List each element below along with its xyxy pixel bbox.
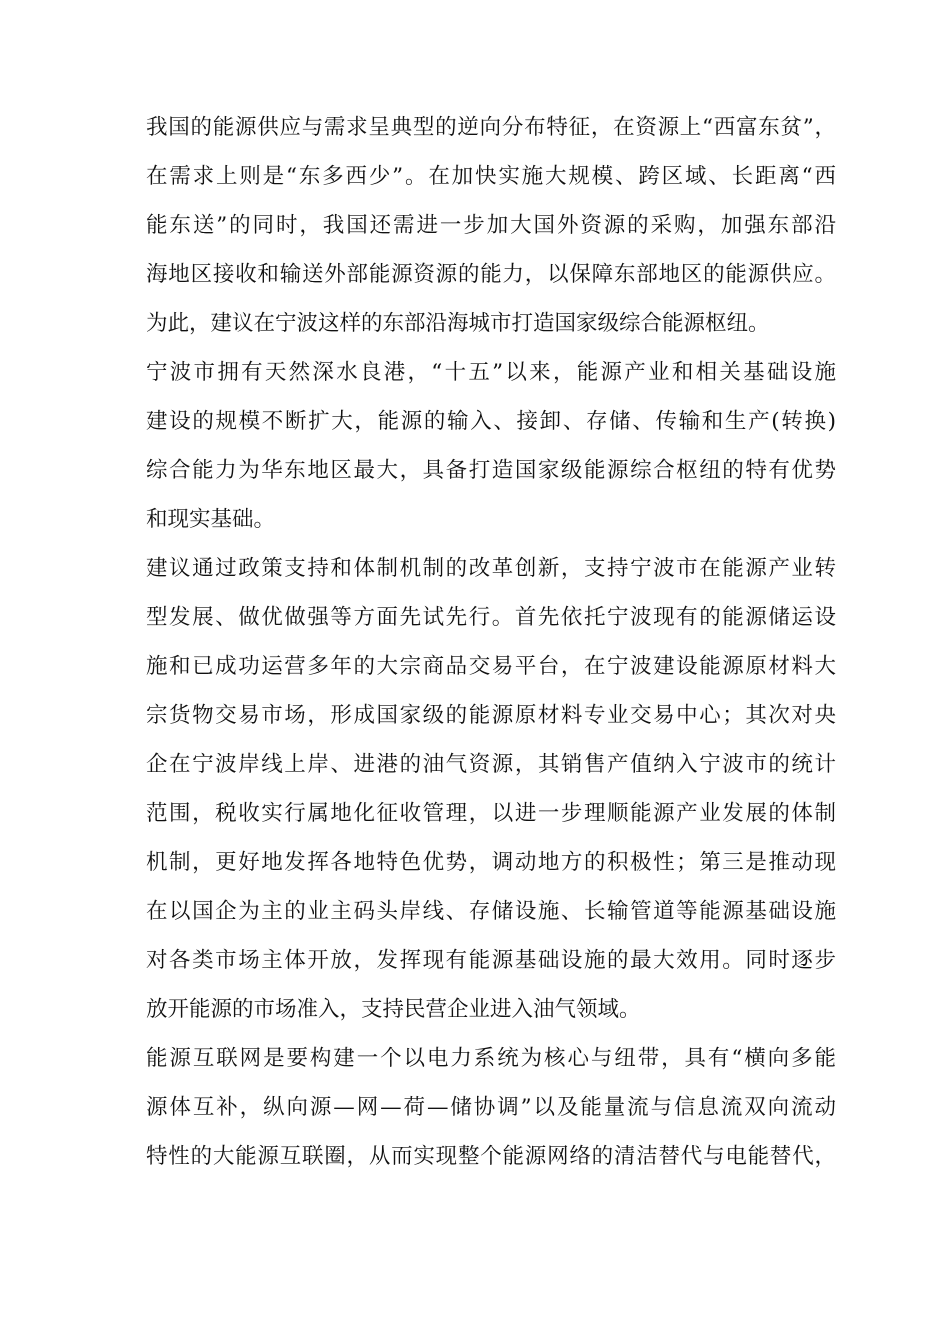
paragraph-energy-distribution bbox=[146, 103, 836, 348]
text-line: 能源互联网是要构建一个以电力系统为核心与纽带，具有“横向多能 bbox=[146, 1046, 836, 1071]
text-line: 我国的能源供应与需求呈典型的逆向分布特征，在资源上“西富东贫”， bbox=[146, 115, 836, 140]
paragraph-energy-internet bbox=[146, 1034, 836, 1181]
text-line: 海地区接收和输送外部能源资源的能力，以保障东部地区的能源供应。 bbox=[146, 262, 836, 287]
text-line: 能东送”的同时，我国还需进一步加大国外资源的采购，加强东部沿 bbox=[146, 213, 836, 238]
paragraph-ningbo-port bbox=[146, 348, 836, 544]
text-line: 在以国企为主的业主码头岸线、存储设施、长输管道等能源基础设施 bbox=[146, 899, 836, 924]
text-line: 在需求上则是“东多西少”。在加快实施大规模、跨区域、长距离“西 bbox=[146, 164, 836, 189]
text-line: 建设的规模不断扩大，能源的输入、接卸、存储、传输和生产(转换) bbox=[146, 409, 836, 434]
text-line: 宗货物交易市场，形成国家级的能源原材料专业交易中心；其次对央 bbox=[146, 703, 836, 728]
text-line: 为此，建议在宁波这样的东部沿海城市打造国家级综合能源枢纽。 bbox=[146, 311, 770, 336]
text-line: 综合能力为华东地区最大，具备打造国家级能源综合枢纽的特有优势 bbox=[146, 458, 836, 483]
paragraph-policy-proposal bbox=[146, 544, 836, 1034]
text-line: 特性的大能源互联圈，从而实现整个能源网络的清洁替代与电能替代， bbox=[146, 1144, 836, 1169]
text-line: 型发展、做优做强等方面先试先行。首先依托宁波现有的能源储运设 bbox=[146, 605, 836, 630]
text-line: 宁波市拥有天然深水良港，“十五”以来，能源产业和相关基础设施 bbox=[146, 360, 836, 385]
text-line: 源体互补，纵向源—网—荷—储协调”以及能量流与信息流双向流动 bbox=[146, 1095, 836, 1120]
text-line: 机制，更好地发挥各地特色优势，调动地方的积极性；第三是推动现 bbox=[146, 850, 836, 875]
text-line: 对各类市场主体开放，发挥现有能源基础设施的最大效用。同时逐步 bbox=[146, 948, 836, 973]
text-line: 施和已成功运营多年的大宗商品交易平台，在宁波建设能源原材料大 bbox=[146, 654, 836, 679]
text-line: 企在宁波岸线上岸、进港的油气资源，其销售产值纳入宁波市的统计 bbox=[146, 752, 836, 777]
text-line: 放开能源的市场准入，支持民营企业进入油气领域。 bbox=[146, 997, 641, 1022]
text-line: 和现实基础。 bbox=[146, 507, 276, 532]
text-line: 建议通过政策支持和体制机制的改革创新，支持宁波市在能源产业转 bbox=[146, 556, 836, 581]
document-body bbox=[146, 103, 836, 1181]
text-line: 范围，税收实行属地化征收管理，以进一步理顺能源产业发展的体制 bbox=[146, 801, 836, 826]
